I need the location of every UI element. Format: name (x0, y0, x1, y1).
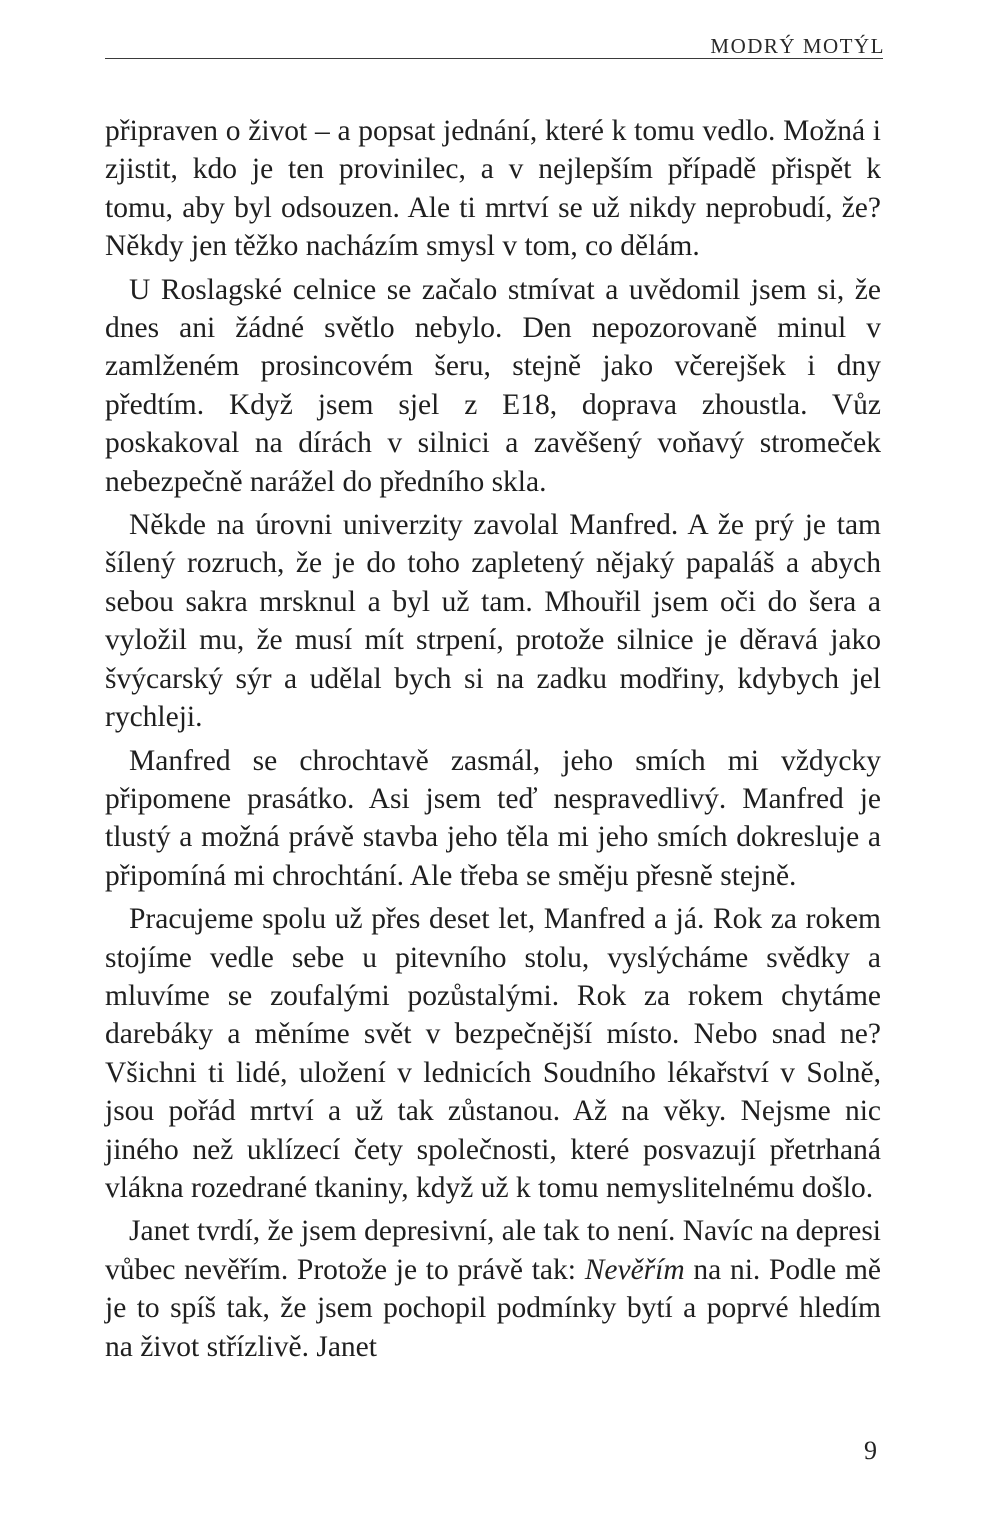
paragraph-4: Manfred se chrochtavě zasmál, jeho smích mi vždycky připomene prasátko. Asi jsem teď nespravedlivý. Manfred je tlustý a možná právě stavba jeho těla mi jeho smích dokresluje a připomíná mi chrochtání. Ale třeba se směju přesně stejně. (105, 744, 881, 892)
header-rule (105, 58, 883, 59)
paragraph-6-text-before: Janet tvrdí, že jsem depresivní, ale tak to není. Navíc na depresi vůbec nevěřím. Protože je to právě tak: (105, 1215, 881, 1286)
paragraph-2: U Roslagské celnice se začalo stmívat a uvědomil jsem si, že dnes ani žádné světlo nebylo. Den nepozorovaně minul v zamlženém prosincovém šeru, stejně jako včerejšek i dny předtím. Když jsem sjel z E18, doprava zhoustla. Vůz poskakoval na dírách v silnici a zavěšený voňavý stromeček nebezpečně narážel do předního skla. (105, 273, 881, 498)
body-text (105, 112, 881, 1366)
paragraph-6-emphasis: Nevěřím (584, 1253, 685, 1286)
paragraph-6 (105, 1212, 881, 1366)
paragraph-6-text-after: na ni. Podle mě je to spíš tak, že jsem pochopil podmínky bytí a poprvé hledím na život střízlivě. Janet (105, 1253, 881, 1363)
paragraph-5: Pracujeme spolu už přes deset let, Manfred a já. Rok za rokem stojíme vedle sebe u pitevního stolu, vyslýcháme svědky a mluvíme se zoufalými pozůstalými. Rok za rokem chytáme darebáky a měníme svět v bezpečnější místo. Nebo snad ne? Všichni ti lidé, uložení v lednicích Soudního lékařství v Solně, jsou pořád mrtví a už tak zůstanou. Až na věky. Nejsme nic jiného než uklízecí čety společnosti, které posvazují přetrhaná vlákna rozedrané tkaniny, když už k tomu nemyslitelnému došlo. (105, 903, 881, 1204)
running-head-title: MODRÝ MOTÝL (710, 34, 885, 58)
paragraph-1: připraven o život – a popsat jednání, které k tomu vedlo. Možná i zjistit, kdo je ten provinilec, a v nejlepším případě přispět k tomu, aby byl odsouzen. Ale ti mrtví se už nikdy neprobudí, že? Někdy jen těžko nacházím smysl v tom, co dělám. (105, 115, 881, 263)
page-number: 9 (864, 1436, 877, 1465)
paragraph-3: Někde na úrovni univerzity zavolal Manfred. A že prý je tam šílený rozruch, že je do toho zapletený nějaký papaláš a abych sebou sakra mrsknul a byl už tam. Mhouřil jsem oči do šera a vyložil mu, že musí mít strpení, protože silnice je děravá jako švýcarský sýr a udělal bych si na zadku modřiny, kdybych jel rychleji. (105, 509, 881, 734)
